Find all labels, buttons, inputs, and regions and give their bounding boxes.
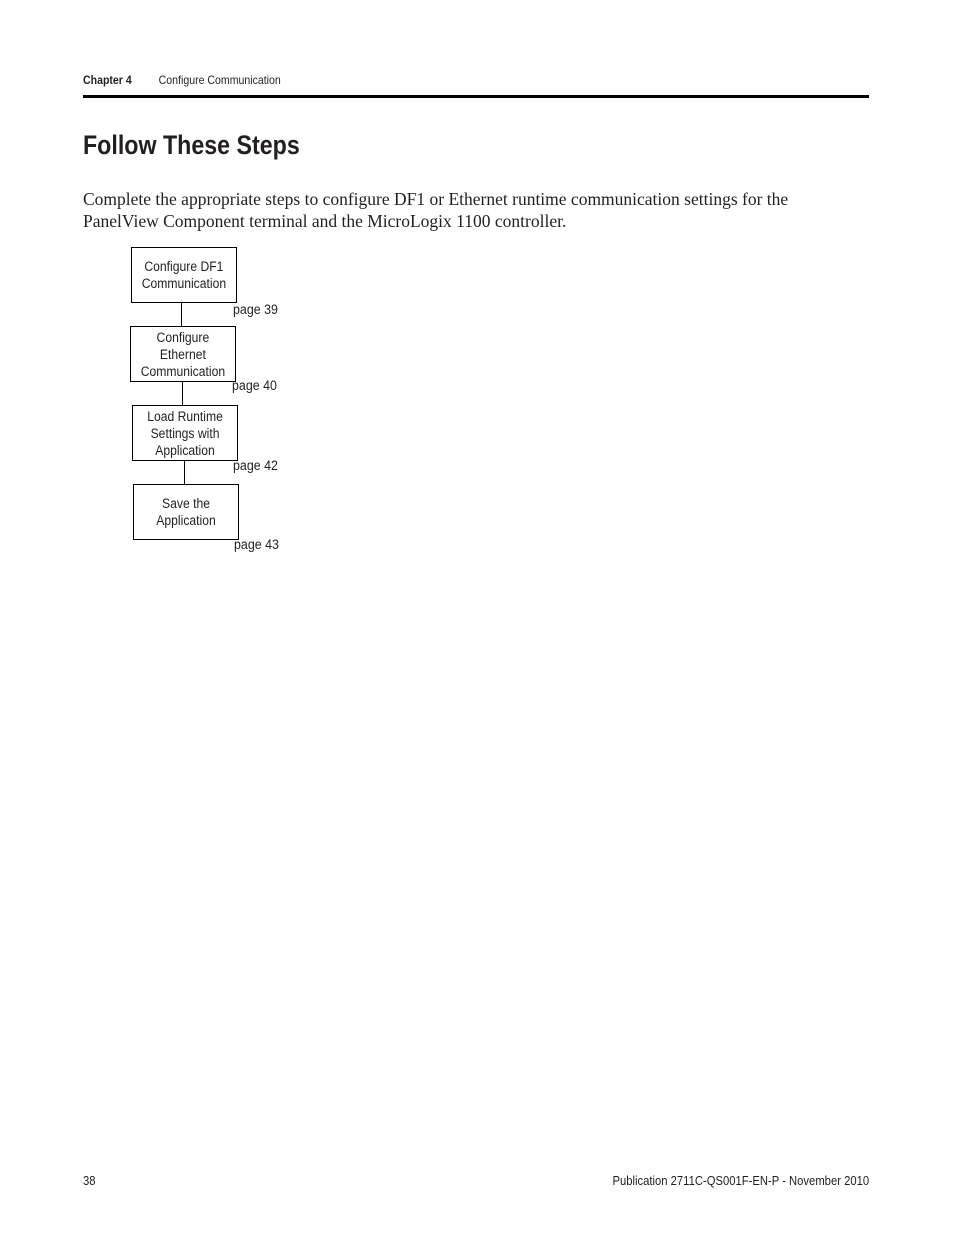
step-page-ref: page 42 [233, 458, 278, 473]
step-label: Configure Ethernet Communication [140, 329, 226, 379]
page-number: 38 [83, 1174, 96, 1188]
step-page-ref: page 40 [232, 378, 277, 393]
step-box-save-application [133, 484, 239, 540]
publication-info: Publication 2711C-QS001F-EN-P - November 2010 [612, 1174, 869, 1188]
step-box-configure-df1 [131, 247, 237, 303]
step-page-ref: page 39 [233, 302, 278, 317]
header-rule [83, 95, 869, 98]
chapter-label: Chapter 4 [83, 73, 132, 87]
flow-connector [181, 302, 182, 327]
flow-connector [184, 460, 185, 485]
step-box-load-runtime [132, 405, 238, 461]
running-header [83, 73, 281, 87]
flow-connector [182, 381, 183, 406]
step-label: Save the Application [156, 496, 216, 528]
step-page-ref: page 43 [234, 537, 279, 552]
page-title: Follow These Steps [83, 130, 300, 160]
step-label: Configure DF1 Communication [141, 259, 227, 291]
section-title: Configure Communication [158, 73, 281, 87]
step-box-configure-ethernet [130, 326, 236, 382]
intro-paragraph: Complete the appropriate steps to configure DF1 or Ethernet runtime communication settings for the PanelView Component terminal and the MicroLogix 1100 controller. [83, 189, 789, 231]
step-label: Load Runtime Settings with Application [147, 408, 223, 458]
